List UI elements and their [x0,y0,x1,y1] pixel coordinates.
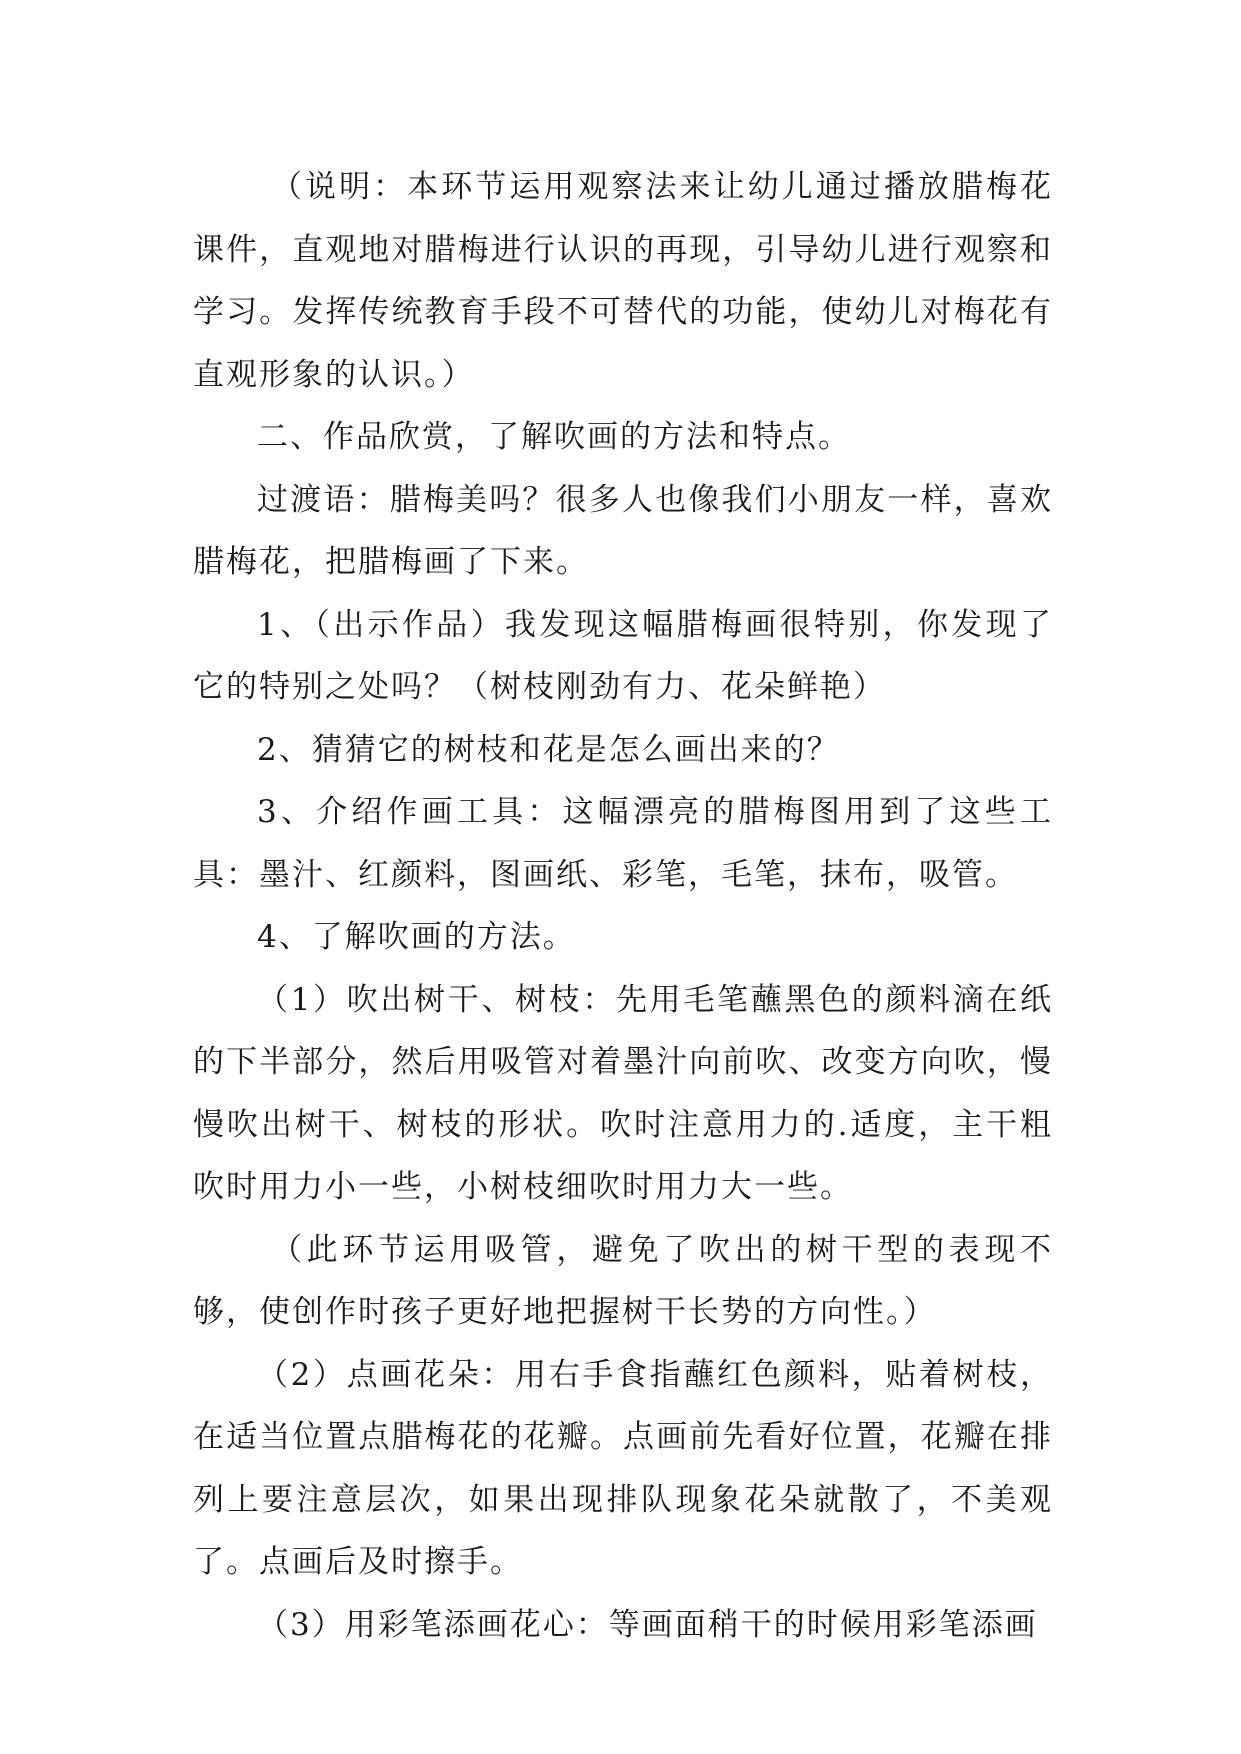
section-heading-2: 二、作品欣赏，了解吹画的方法和特点。 [257,419,851,455]
list-item-1: 1、（出示作品）我发现这幅腊梅画很特别，你发现了它的特别之处吗？（树枝刚劲有力、花朵鲜艳） [193,606,1053,705]
paragraph-explanation-2: （此环节运用吸管，避免了吹出的树干型的表现不够，使创作时孩子更好地把握树干长势的方向性。） [193,1231,1053,1330]
step-1-paragraph: （1）吹出树干、树枝：先用毛笔蘸黑色的颜料滴在纸的下半部分，然后用吸管对着墨汁向前吹、改变方向吹，慢慢吹出树干、树枝的形状。吹时注意用力的.适度，主干粗吹时用力小一些，小树枝细吹时用力大一些。 [193,981,1053,1205]
step-3-paragraph: （3）用彩笔添画花心：等画面稍干的时候用彩笔添画 [257,1606,1038,1643]
paragraph-explanation-1: （说明：本环节运用观察法来让幼儿通过播放腊梅花课件，直观地对腊梅进行认识的再现，引导幼儿进行观察和学习。发挥传统教育手段不可替代的功能，使幼儿对梅花有直观形象的认识。） [193,169,1053,393]
step-2-paragraph: （2）点画花朵：用右手食指蘸红色颜料，贴着树枝，在适当位置点腊梅花的花瓣。点画前先看好位置，花瓣在排列上要注意层次，如果出现排队现象花朵就散了，不美观了。点画后及时擦手。 [193,1356,1053,1580]
paragraph-transition: 过渡语：腊梅美吗？很多人也像我们小朋友一样，喜欢腊梅花，把腊梅画了下来。 [193,481,1053,580]
document-body [193,156,1053,1656]
list-item-4: 4、了解吹画的方法。 [257,919,576,955]
list-item-2: 2、猜猜它的树枝和花是怎么画出来的？ [257,731,840,768]
list-item-3: 3、介绍作画工具：这幅漂亮的腊梅图用到了这些工具：墨汁、红颜料，图画纸、彩笔，毛笔，抹布，吸管。 [193,794,1053,893]
